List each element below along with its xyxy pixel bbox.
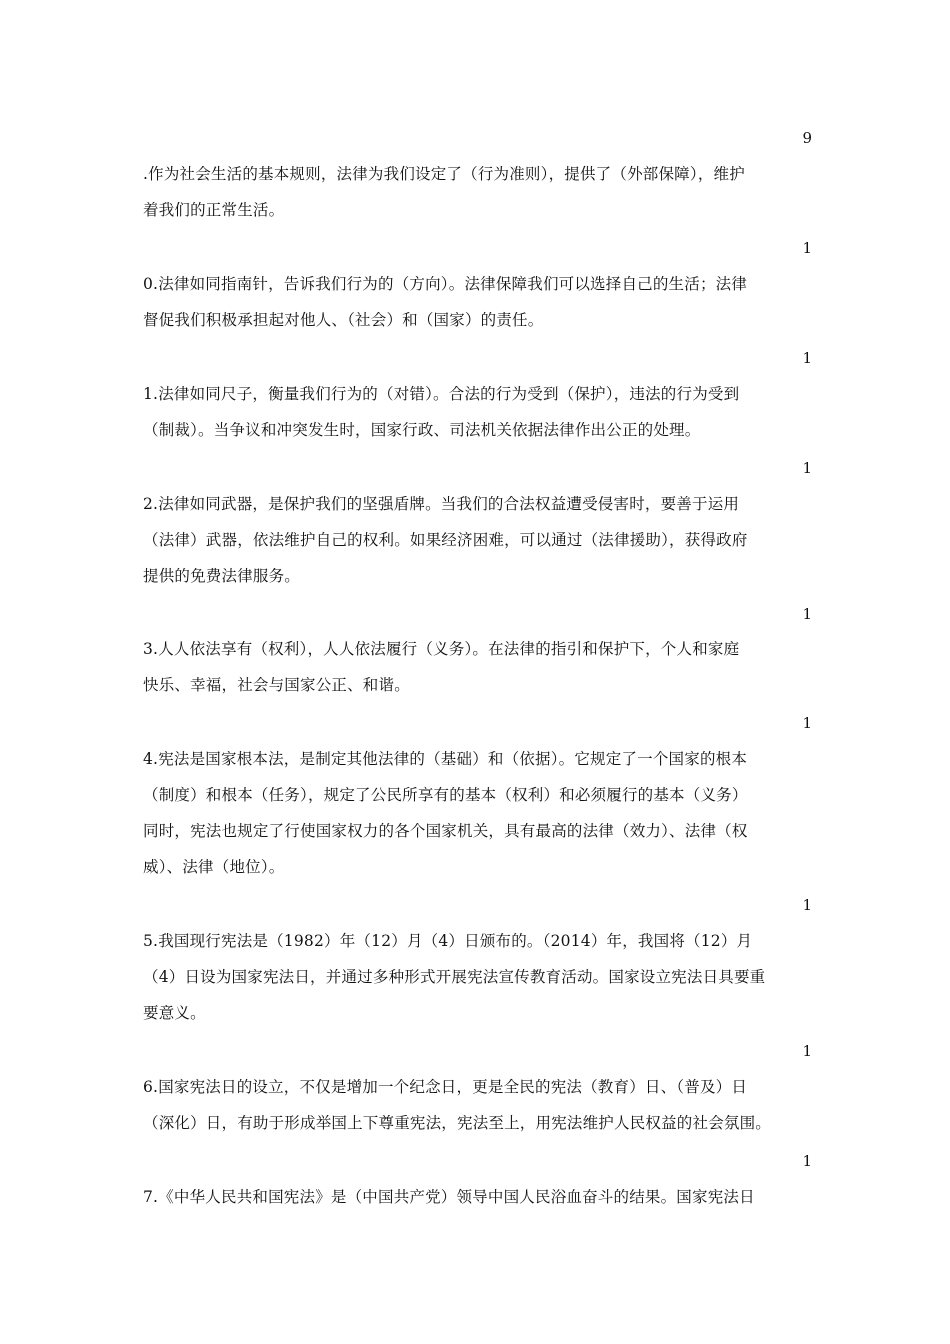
paragraph-12 bbox=[143, 486, 811, 594]
paragraph-line: 5.我国现行宪法是（1982）年（12）月（4）日颁布的。（2014）年，我国将（12）月 bbox=[143, 932, 753, 950]
paragraph-9 bbox=[143, 156, 811, 228]
paragraph-line: 0.法律如同指南针，告诉我们行为的（方向）。法律保障我们可以选择自己的生活；法律 bbox=[143, 275, 748, 293]
paragraph-10 bbox=[143, 266, 811, 338]
paragraph-line: 2.法律如同武器，是保护我们的坚强盾牌。当我们的合法权益遭受侵害时，要善于运用 bbox=[143, 495, 740, 513]
paragraph-line: 着我们的正常生活。 bbox=[143, 201, 285, 219]
paragraph-line: 3.人人依法享有（权利），人人依法履行（义务）。在法律的指引和保护下，个人和家庭 bbox=[143, 640, 740, 658]
page-marker: 1 bbox=[802, 605, 812, 623]
paragraph-line: 提供的免费法律服务。 bbox=[143, 567, 301, 585]
paragraph-line: 7.《中华人民共和国宪法》是（中国共产党）领导中国人民浴血奋斗的结果。国家宪法日 bbox=[143, 1188, 755, 1206]
paragraph-line: （深化）日，有助于形成举国上下尊重宪法，宪法至上，用宪法维护人民权益的社会氛围。 bbox=[143, 1114, 772, 1132]
paragraph-line: 1.法律如同尺子，衡量我们行为的（对错）。合法的行为受到（保护），违法的行为受到 bbox=[143, 385, 740, 403]
paragraph-line: 快乐、幸福，社会与国家公正、和谐。 bbox=[143, 676, 410, 694]
page-marker: 1 bbox=[802, 1042, 812, 1060]
paragraph-line: .作为社会生活的基本规则，法律为我们设定了（行为准则），提供了（外部保障），维护 bbox=[143, 165, 745, 183]
paragraph-16 bbox=[143, 1069, 811, 1141]
page-marker: 9 bbox=[802, 129, 812, 147]
paragraph-17 bbox=[143, 1179, 811, 1215]
paragraph-14 bbox=[143, 741, 811, 885]
paragraph-11 bbox=[143, 376, 811, 448]
paragraph-line: （法律）武器，依法维护自己的权利。如果经济困难，可以通过（法律援助），获得政府 bbox=[143, 531, 748, 549]
page-marker: 1 bbox=[802, 349, 812, 367]
paragraph-line: （制裁）。当争议和冲突发生时，国家行政、司法机关依据法律作出公正的处理。 bbox=[143, 421, 701, 439]
paragraph-line: （制度）和根本（任务），规定了公民所享有的基本（权利）和必须履行的基本（义务） bbox=[143, 786, 748, 804]
paragraph-13 bbox=[143, 631, 811, 703]
paragraph-line: 同时，宪法也规定了行使国家权力的各个国家机关，具有最高的法律（效力）、法律（权 bbox=[143, 822, 748, 840]
paragraph-line: 威）、法律（地位）。 bbox=[143, 858, 285, 876]
paragraph-line: 督促我们积极承担起对他人、（社会）和（国家）的责任。 bbox=[143, 311, 544, 329]
paragraph-line: （4）日设为国家宪法日，并通过多种形式开展宪法宣传教育活动。国家设立宪法日具要重 bbox=[143, 968, 766, 986]
paragraph-line: 4.宪法是国家根本法，是制定其他法律的（基础）和（依据）。它规定了一个国家的根本 bbox=[143, 750, 748, 768]
page-marker: 1 bbox=[802, 459, 812, 477]
page-marker: 1 bbox=[802, 239, 812, 257]
page-marker: 1 bbox=[802, 896, 812, 914]
paragraph-15 bbox=[143, 923, 811, 1031]
paragraph-line: 6.国家宪法日的设立，不仅是增加一个纪念日，更是全民的宪法（教育）日、（普及）日 bbox=[143, 1078, 748, 1096]
paragraph-line: 要意义。 bbox=[143, 1004, 206, 1022]
page-marker: 1 bbox=[802, 1152, 812, 1170]
page-marker: 1 bbox=[802, 714, 812, 732]
